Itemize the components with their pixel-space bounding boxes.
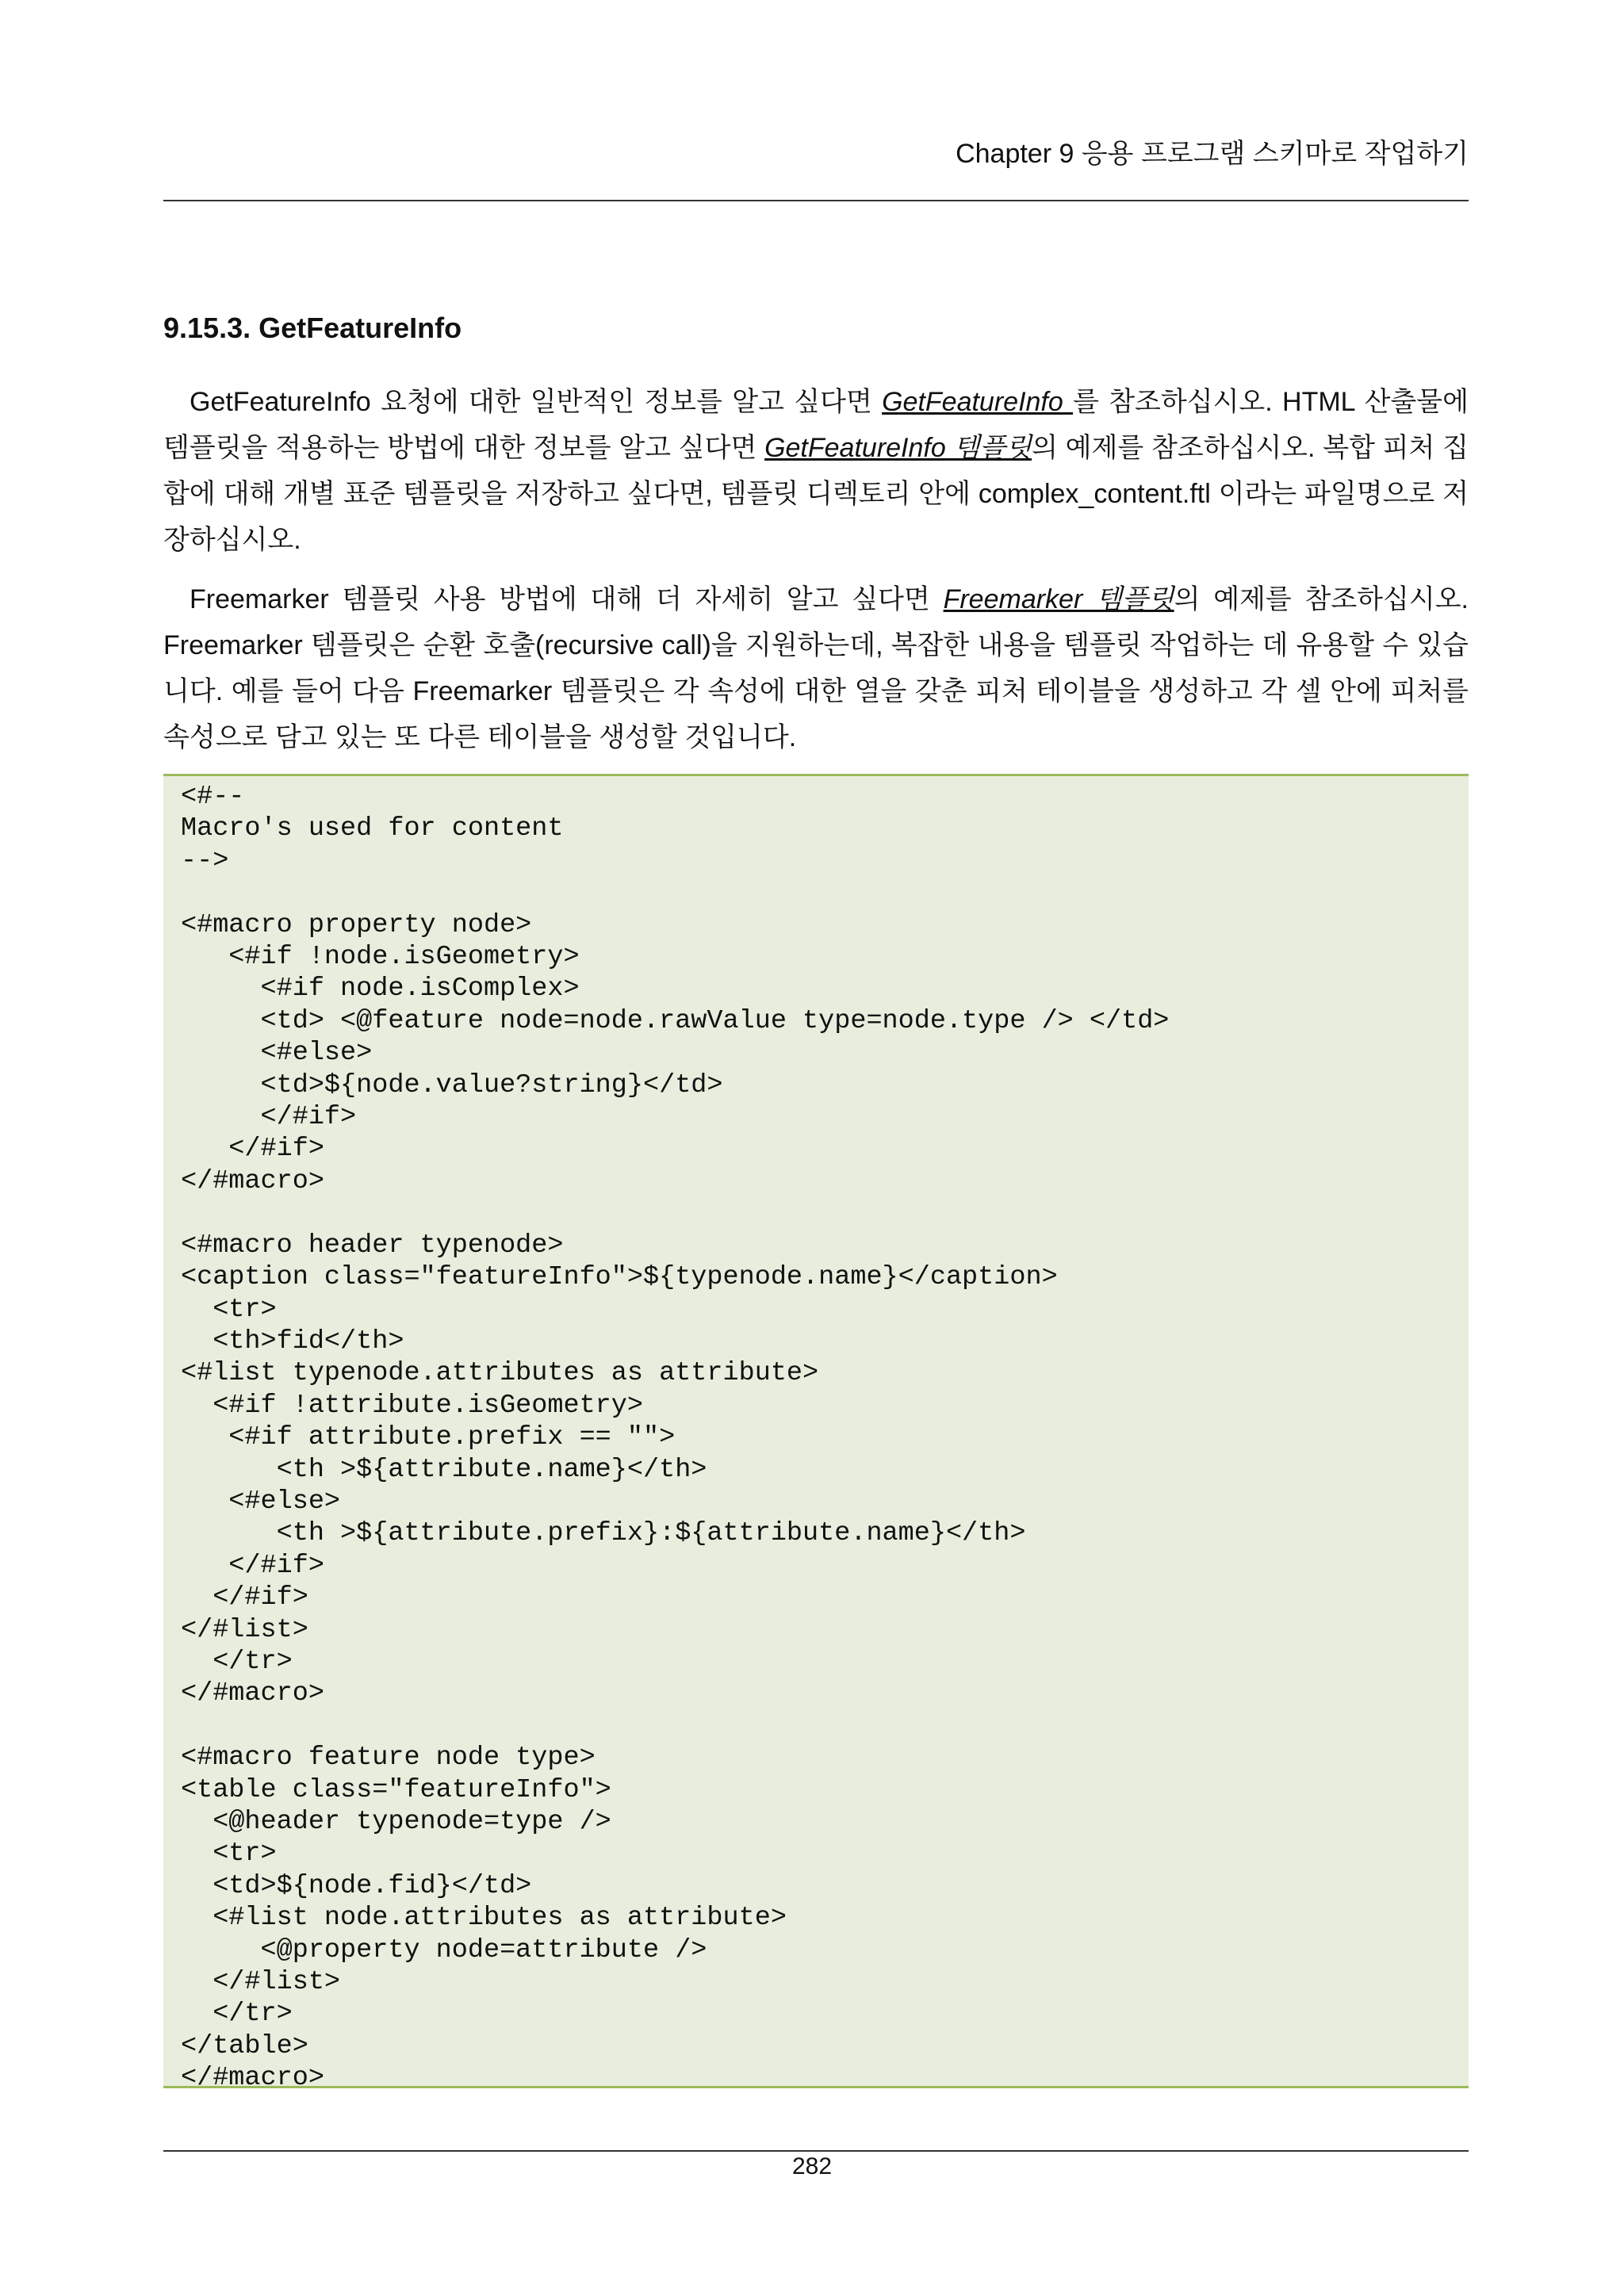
paragraph-freemarker xyxy=(163,576,1469,760)
paragraph-text: GetFeatureInfo 요청에 대한 일반적인 정보를 알고 싶다면 xyxy=(190,387,883,417)
section-title: 9.15.3. GetFeatureInfo xyxy=(163,312,462,344)
freemarker-template-link[interactable]: Freemarker 템플릿 xyxy=(943,584,1174,614)
paragraph-getfeatureinfo xyxy=(163,379,1469,563)
paragraph-text: 의 예제를 참조하십시오. 복합 피처 집합에 대해 개별 표준 템플릿을 저장하고 싶다면, 템플릿 디렉토리 안에 complex_content.ftl 이라는 파일명으로 저장하십시오. xyxy=(163,433,1469,555)
code-block xyxy=(163,774,1469,2094)
page-number: 282 xyxy=(791,2153,833,2179)
paragraph-text: 의 예제를 참조하십시오. Freemarker 템플릿은 순환 호출(recursive call)을 지원하는데, 복잡한 내용을 템플릿 작업하는 데 유용할 수 있습니다. 예를 들어 다음 Freemarker 템플릿은 각 속성에 대한 열을 갖춘 피처 테이블을 생성하고 각 셀 안에 피처를 속성으로 담고 있는 또 다른 테이블을 생성할 것입니다. xyxy=(163,584,1469,752)
getfeatureinfo-template-link[interactable]: GetFeatureInfo 템플릿 xyxy=(764,433,1032,463)
code-listing: <#-- Macro's used for content --> <#macro property node> <#if !node.isGeometry> <#if node.isComplex> <td> <@feature node=node.rawValue type=node.type /> </td> <#else> <td>${node.value?string}</td> </#if> </#if> </#macro> <#macro header typenode> <caption class="featureInfo">${typenode.name}</caption> <tr> <th>fid</th> <#list typenode.attributes as attribute> <#if !attribute.isGeometry> <#if attribute.prefix == ""> <th >${attribute.name}</th> <#else> <th >${attribute.prefix}:${attribute.name}</th> </#if> </#if> </#list> </tr> </#macro> <#macro feature node type> <table class="featureInfo"> <@header typenode=type /> <tr> <td>${node.fid}</td> <#list node.attributes as attribute> <@property node=attribute /> </#list> </tr> </table> </#macro> xyxy=(181,782,1170,2094)
getfeatureinfo-link[interactable]: GetFeatureInfo xyxy=(882,387,1074,417)
footer-divider xyxy=(163,2150,1469,2152)
paragraph-text: Freemarker 템플릿 사용 방법에 대해 더 자세히 알고 싶다면 xyxy=(190,584,944,614)
chapter-header: Chapter 9 응용 프로그램 스키마로 작업하기 xyxy=(956,139,1469,169)
paragraph-text: 를 참조하십시오. HTML 산출물에 템플릿을 적용하는 방법에 대한 정보를 알고 싶다면 xyxy=(163,387,1469,463)
header-divider xyxy=(163,200,1469,201)
